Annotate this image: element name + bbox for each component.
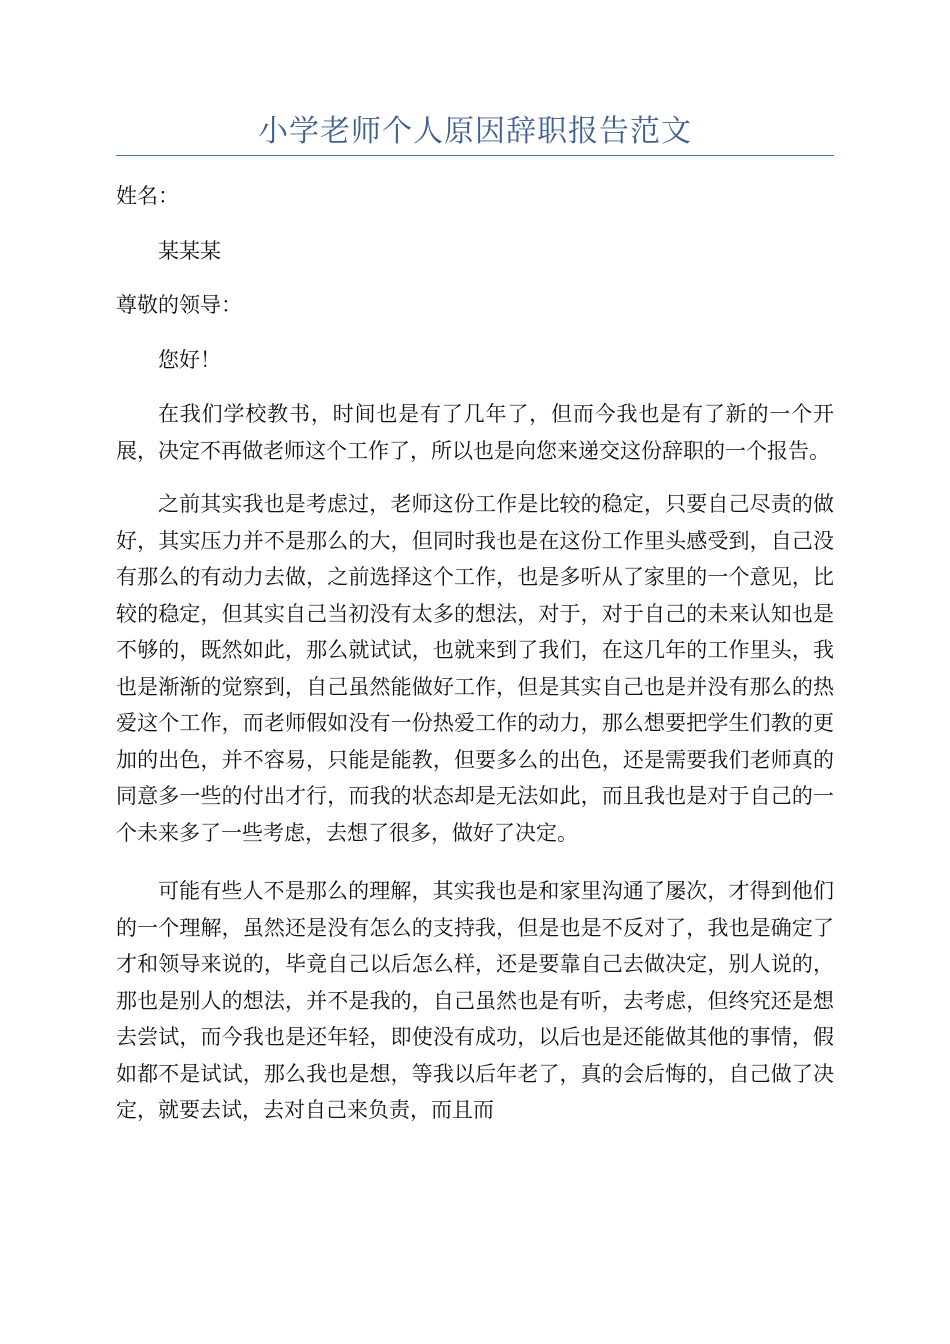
paragraph-1: 在我们学校教书，时间也是有了几年了，但而今我也是有了新的一个开展，决定不再做老师这个工作了，所以也是向您来递交这份辞职的一个报告。 xyxy=(116,402,834,463)
greeting: 您好！ xyxy=(158,347,221,372)
document-body xyxy=(116,178,834,1129)
salutation: 尊敬的领导： xyxy=(116,293,242,317)
title-underline xyxy=(116,155,834,156)
paragraph-2: 之前其实我也是考虑过，老师这份工作是比较的稳定，只要自己尽责的做好，其实压力并不是那么的大，但同时我也是在这份工作里头感受到，自己没有那么的有动力去做，之前选择这个工作，也是多听从了家里的一个意见，比较的稳定，但其实自己当初没有太多的想法，对于，对于自己的未来认知也是不够的，既然如此，那么就试试，也就来到了我们，在这几年的工作里头，我也是渐渐的觉察到，自己虽然能做好工作，但是其实自己也是并没有那么的热爱这个工作，而老师假如没有一份热爱工作的动力，那么想要把学生们教的更加的出色，并不容易，只能是能教，但要多么的出色，还是需要我们老师真的同意多一些的付出才行，而我的状态却是无法如此，而且我也是对于自己的一个未来多了一些考虑，去想了很多，做好了决定。 xyxy=(116,492,834,845)
name-label: 姓名： xyxy=(116,184,179,208)
document-title: 小学老师个人原因辞职报告范文 xyxy=(258,114,692,149)
name-value: 某某某 xyxy=(158,238,221,263)
paragraph-3: 可能有些人不是那么的理解，其实我也是和家里沟通了屡次，才得到他们的一个理解，虽然还是没有怎么的支持我，但是也是不反对了，我也是确定了才和领导来说的，毕竟自己以后怎么样，还是要靠自己去做决定，别人说的，那也是别人的想法，并不是我的，自己虽然也是有听，去考虑，但终究还是想去尝试，而今我也是还年轻，即使没有成功，以后也是还能做其他的事情，假如都不是试试，那么我也是想，等我以后年老了，真的会后悔的，自己做了决定，就要去试，去对自己来负责，而且而 xyxy=(116,879,834,1122)
